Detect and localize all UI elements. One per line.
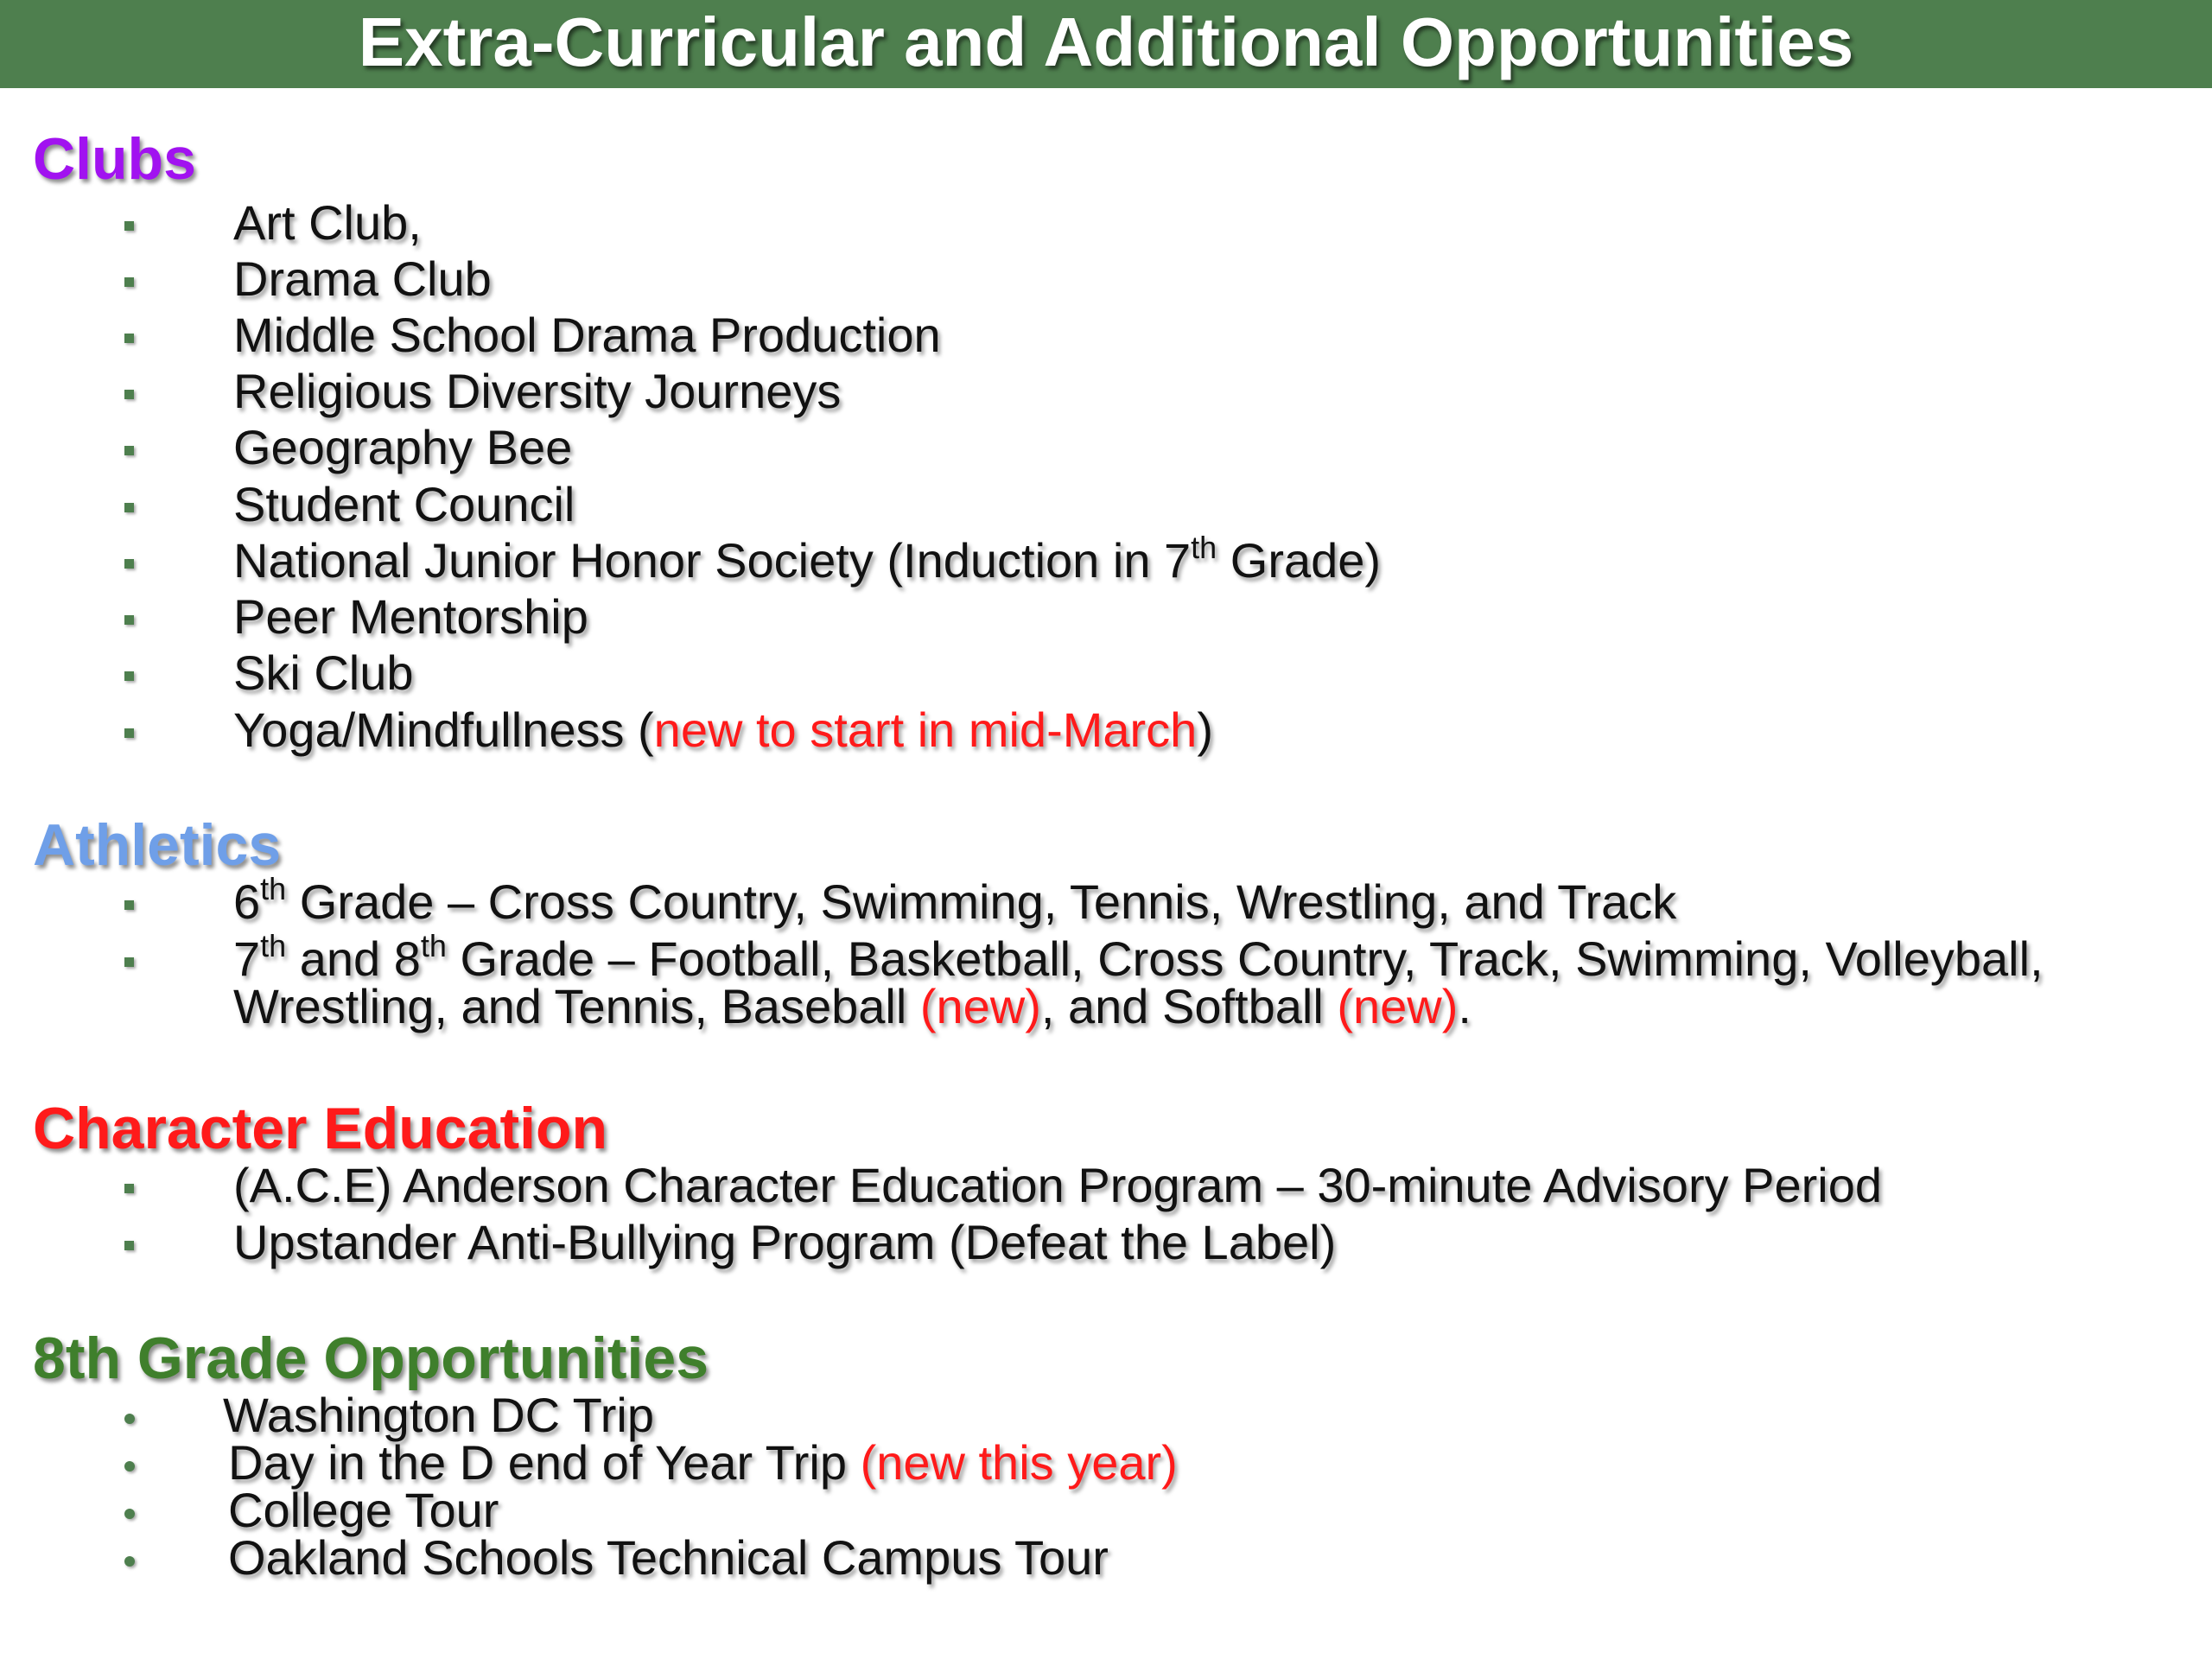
club-item: Religious Diversity Journeys [233,364,842,418]
bullet-icon [124,1241,134,1250]
softball-text: , and Softball [1040,979,1338,1033]
nhs-text: National Junior Honor Society (Induction in 7 [233,533,1192,588]
athletics-sixth [233,871,1677,929]
list-item [0,195,2212,251]
character-item: (A.C.E) Anderson Character Education Program – 30-minute Advisory Period [233,1158,1883,1212]
grade-superscript: th [260,928,287,963]
nhs-superscript: th [1191,530,1217,565]
club-item: Geography Bee [233,420,573,474]
period: . [1458,979,1471,1033]
yoga-text-end: ) [1197,702,1213,757]
eighth-item: College Tour [228,1483,499,1537]
club-item: Art Club, [233,195,422,250]
list-item [0,251,2212,307]
eighth-item-day [228,1435,1178,1490]
new-badge: (new) [1337,979,1459,1033]
character-heading: Character Education [33,1096,608,1161]
bullet-icon [124,277,134,287]
list-item [0,1158,2212,1213]
character-item: Upstander Anti-Bullying Program (Defeat the Label) [233,1215,1337,1269]
bullet-icon [124,503,134,512]
bullet-icon [124,671,134,681]
club-item: Drama Club [233,251,492,306]
club-item-nhs [233,530,1382,588]
list-item [0,530,2212,588]
bullet-icon [124,446,134,455]
grade-superscript: th [420,928,447,963]
club-item: Middle School Drama Production [233,308,941,362]
athletics-heading: Athletics [33,812,282,878]
sixth-sports: Grade – Cross Country, Swimming, Tennis, Wrestling, and Track [286,874,1677,929]
athletics-seventh-eighth [233,928,2160,1033]
bullet-icon [124,390,134,399]
bullet-icon [124,1184,134,1193]
bullet-icon [124,1556,135,1567]
list-item [0,308,2212,363]
yoga-text: Yoga/Mindfullness ( [233,702,654,757]
list-item [0,1530,2212,1586]
eighth-item: Oakland Schools Technical Campus Tour [228,1530,1109,1585]
bullet-icon [124,728,134,738]
bullet-icon [124,559,134,569]
club-item: Peer Mentorship [233,589,588,644]
list-item [0,702,2212,758]
clubs-heading: Clubs [33,126,196,192]
new-badge: (new this year) [860,1435,1178,1490]
grade-superscript: th [260,871,287,906]
bullet-icon [124,1414,135,1424]
day-text: Day in the D end of Year Trip [228,1435,861,1490]
list-item [0,589,2212,645]
club-item: Student Council [233,477,575,531]
bullet-icon [124,1461,135,1471]
seventh-eighth-sports: Grade – Football, Basketball, Cross Country, Track, Swimming, Volleyball, Wrestling, and Tennis, Baseball [233,931,2044,1033]
club-item: Ski Club [233,645,414,700]
bullet-icon [124,900,134,910]
bullet-icon [124,615,134,625]
grade-number: 6 [233,874,261,929]
grade-and: and 8 [286,931,421,986]
nhs-text-end: Grade) [1217,533,1382,588]
slide-title: Extra-Curricular and Additional Opportunities [358,3,1854,80]
title-bar [0,0,2212,88]
grade-number: 7 [233,931,261,986]
bullet-icon [124,334,134,343]
club-item-yoga [233,702,1213,757]
yoga-note: new to start in mid-March [653,702,1198,757]
list-item [0,1215,2212,1270]
list-item [0,477,2212,532]
bullet-icon [124,221,134,231]
eighth-heading: 8th Grade Opportunities [33,1325,709,1391]
list-item [0,420,2212,475]
new-badge: (new) [919,979,1041,1033]
list-item [0,364,2212,419]
list-item [0,928,2212,1039]
eighth-item: Washington DC Trip [223,1388,654,1442]
list-item [0,645,2212,701]
bullet-icon [124,957,134,967]
bullet-icon [124,1509,135,1519]
list-item [0,871,2212,930]
